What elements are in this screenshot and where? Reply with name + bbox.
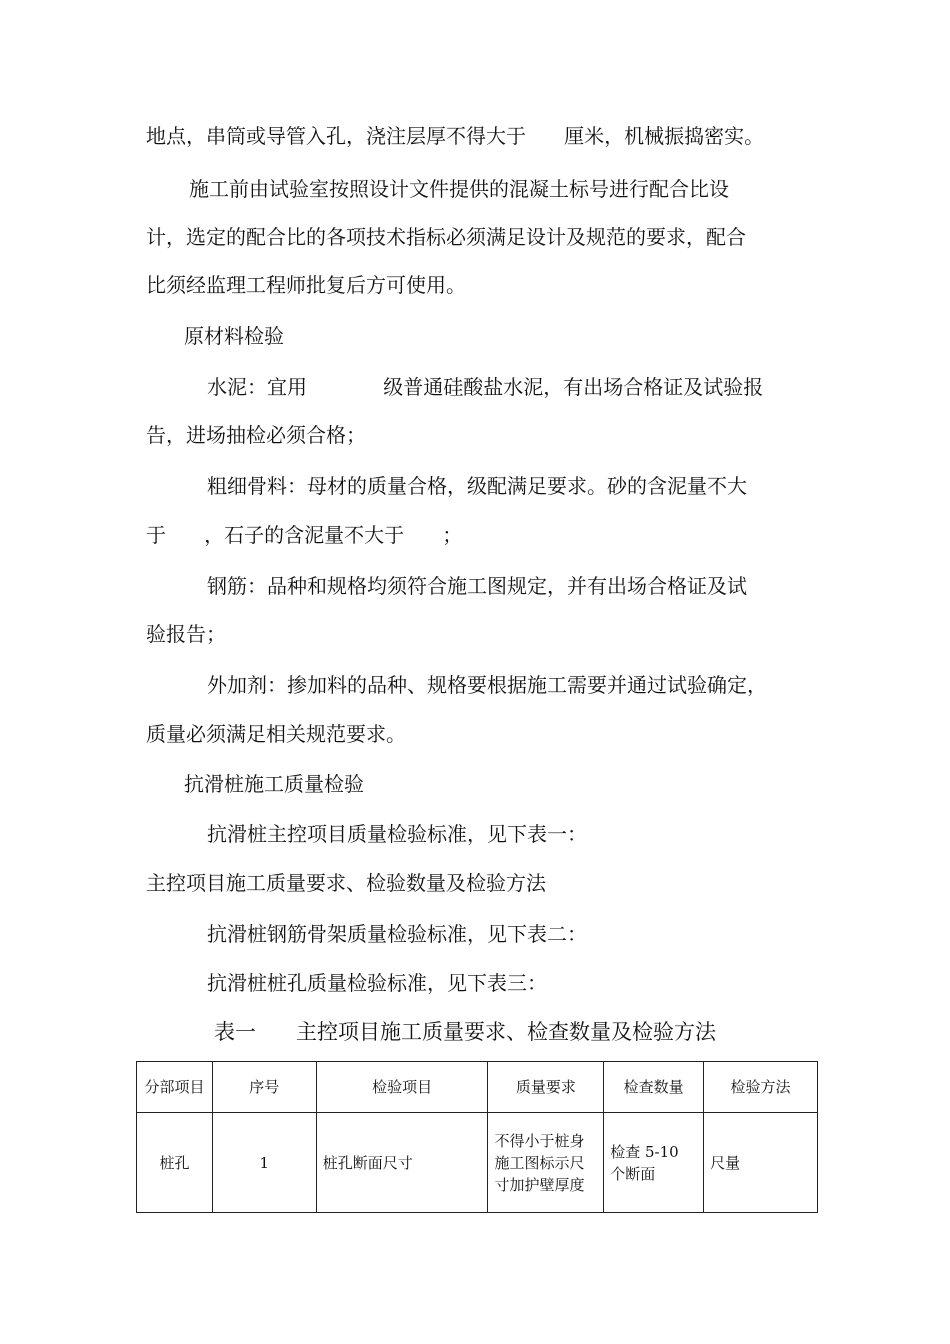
table-cell: 检查 5-10 个断面 (604, 1113, 704, 1213)
header-cell: 检验项目 (316, 1062, 488, 1113)
quality-table (136, 1061, 818, 1213)
paragraph-line: 外加剂：掺加料的品种、规格要根据施工需要并通过试验确定， (207, 673, 767, 697)
header-cell: 质量要求 (488, 1062, 604, 1113)
paragraph-line: 施工前由试验室按照设计文件提供的混凝土标号进行配合比设 (189, 177, 729, 201)
paragraph-line: 告，进场抽检必须合格； (146, 423, 366, 447)
paragraph-line: 计，选定的配合比的各项技术指标必须满足设计及规范的要求，配合 (146, 225, 746, 249)
table-cell: 桩孔 (137, 1113, 213, 1213)
header-cell: 检验方法 (704, 1062, 818, 1113)
paragraph-line: 主控项目施工质量要求、检验数量及检验方法 (146, 871, 546, 895)
paragraph-line: 验报告； (146, 622, 226, 646)
table-cell: 不得小于桩身施工图标示尺寸加护壁厚度 (488, 1113, 604, 1213)
paragraph-line: 粗细骨料：母材的质量合格，级配满足要求。砂的含泥量不大 (207, 474, 747, 498)
header-cell: 检查数量 (604, 1062, 704, 1113)
table-header-row (137, 1062, 818, 1113)
table-title: 表一 主控项目施工质量要求、检查数量及检验方法 (214, 1020, 717, 1044)
paragraph-line: 质量必须满足相关规范要求。 (146, 722, 406, 746)
paragraph-line: 于 ，石子的含泥量不大于 ； (146, 523, 463, 547)
section-heading: 原材料检验 (184, 324, 284, 348)
table-cell: 桩孔断面尺寸 (316, 1113, 488, 1213)
table-cell: 尺量 (704, 1113, 818, 1213)
paragraph-line: 比须经监理工程师批复后方可使用。 (146, 273, 466, 297)
header-cell: 序号 (212, 1062, 316, 1113)
paragraph-line: 抗滑桩桩孔质量检验标准，见下表三： (207, 971, 547, 995)
paragraph-line: 水泥：宜用 级普通硅酸盐水泥，有出场合格证及试验报 (207, 375, 764, 399)
paragraph-line: 抗滑桩主控项目质量检验标准，见下表一： (207, 822, 587, 846)
table-cell: 1 (212, 1113, 316, 1213)
section-heading: 抗滑桩施工质量检验 (184, 772, 364, 796)
paragraph-line: 抗滑桩钢筋骨架质量检验标准，见下表二： (207, 922, 587, 946)
paragraph-line: 地点，串筒或导管入孔，浇注层厚不得大于 厘米，机械振捣密实。 (146, 124, 765, 148)
header-cell: 分部项目 (137, 1062, 213, 1113)
table-row (137, 1113, 818, 1213)
paragraph-line: 钢筋：品种和规格均须符合施工图规定，并有出场合格证及试 (207, 574, 747, 598)
